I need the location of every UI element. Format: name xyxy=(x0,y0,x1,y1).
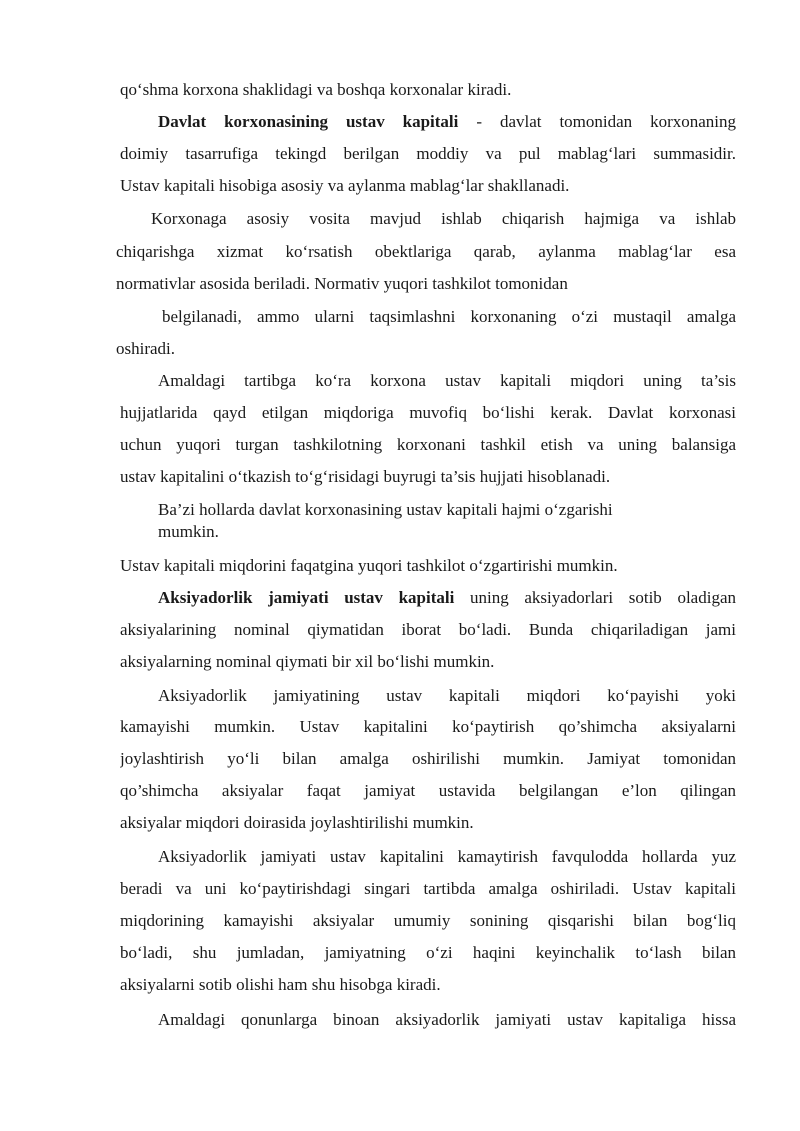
text-line: Aksiyadorlik jamiyati ustav kapitalini kamaytirish favqulodda hollarda yuz xyxy=(158,847,736,866)
text-line: Amaldagi qonunlarga binoan aksiyadorlik jamiyati ustav kapitaliga hissa xyxy=(158,1010,736,1029)
text-line: normativlar asosida beriladi. Normativ yuqori tashkilot tomonidan xyxy=(116,274,568,293)
text-line: hujjatlarida qayd etilgan miqdoriga muvofiq bo‘lishi kerak. Davlat korxonasi xyxy=(120,403,736,422)
text-line: Ustav kapitali hisobiga asosiy va aylanma mablag‘lar shakllanadi. xyxy=(120,176,570,195)
text-line: chiqarishga xizmat ko‘rsatish obektlariga qarab, aylanma mablag‘lar esa xyxy=(116,242,736,261)
text-line: ustav kapitalini o‘tkazish to‘g‘risidagi buyrugi ta’sis hujjati hisoblanadi. xyxy=(120,467,611,486)
text-line: miqdorining kamayishi aksiyalar umumiy sonining qisqarishi bilan bog‘liq xyxy=(120,911,736,930)
text-line: aksiyalarining nominal qiymatidan iborat bo‘ladi. Bunda chiqariladigan jami xyxy=(120,620,736,639)
text-fragment: davlat tomonidan korxonaning xyxy=(499,112,736,131)
text-line: qo‘shma korxona shaklidagi va boshqa korxonalar kiradi. xyxy=(120,80,512,99)
text-line: Aksiyadorlik jamiyatining ustav kapitali miqdori ko‘payishi yoki xyxy=(158,686,736,705)
bold-term: Davlat korxonasining ustav kapitali xyxy=(158,112,459,131)
text-line: bo‘ladi, shu jumladan, jamiyatning o‘zi haqini keyinchalik to‘lash bilan xyxy=(120,943,736,962)
text-line: belgilanadi, ammo ularni taqsimlashni korxonaning o‘zi mustaqil amalga xyxy=(162,307,736,326)
text-line: doimiy tasarrufiga tekingd berilgan moddiy va pul mablag‘lari summasidir. xyxy=(120,144,736,163)
text-line: qo’shimcha aksiyalar faqat jamiyat ustavida belgilangan e’lon qilingan xyxy=(120,781,736,800)
text-line: oshiradi. xyxy=(116,339,176,358)
text-line: Ba’zi hollarda davlat korxonasining ustav kapitali hajmi o‘zgarishi xyxy=(158,500,613,519)
text-line: beradi va uni ko‘paytirishdagi singari tartibda amalga oshiriladi. Ustav kapitali xyxy=(120,879,736,898)
text-line: kamayishi mumkin. Ustav kapitalini ko‘paytirish qo’shimcha aksiyalarni xyxy=(120,717,736,736)
text-line: aksiyalarni sotib olishi ham shu hisobga kiradi. xyxy=(120,975,441,994)
text-line: joylashtirish yo‘li bilan amalga oshirilishi mumkin. Jamiyat tomonidan xyxy=(120,749,736,768)
text-line: mumkin. xyxy=(158,522,219,541)
dash: - xyxy=(476,112,483,131)
text-line: Amaldagi tartibga ko‘ra korxona ustav kapitali miqdori uning ta’sis xyxy=(158,371,736,390)
text-fragment: uning aksiyadorlari sotib oladigan xyxy=(469,588,736,607)
text-line: aksiyalar miqdori doirasida joylashtirilishi mumkin. xyxy=(120,813,474,832)
text-line: Ustav kapitali miqdorini faqatgina yuqori tashkilot o‘zgartirishi mumkin. xyxy=(120,556,618,575)
text-line xyxy=(158,587,736,609)
text-line: Korxonaga asosiy vosita mavjud ishlab chiqarish hajmiga va ishlab xyxy=(151,209,736,228)
text-line: aksiyalarning nominal qiymati bir xil bo‘lishi mumkin. xyxy=(120,652,495,671)
text-line xyxy=(158,111,736,133)
bold-term: Aksiyadorlik jamiyati ustav kapitali xyxy=(158,588,455,607)
text-line: uchun yuqori turgan tashkilotning korxonani tashkil etish va uning balansiga xyxy=(120,435,736,454)
